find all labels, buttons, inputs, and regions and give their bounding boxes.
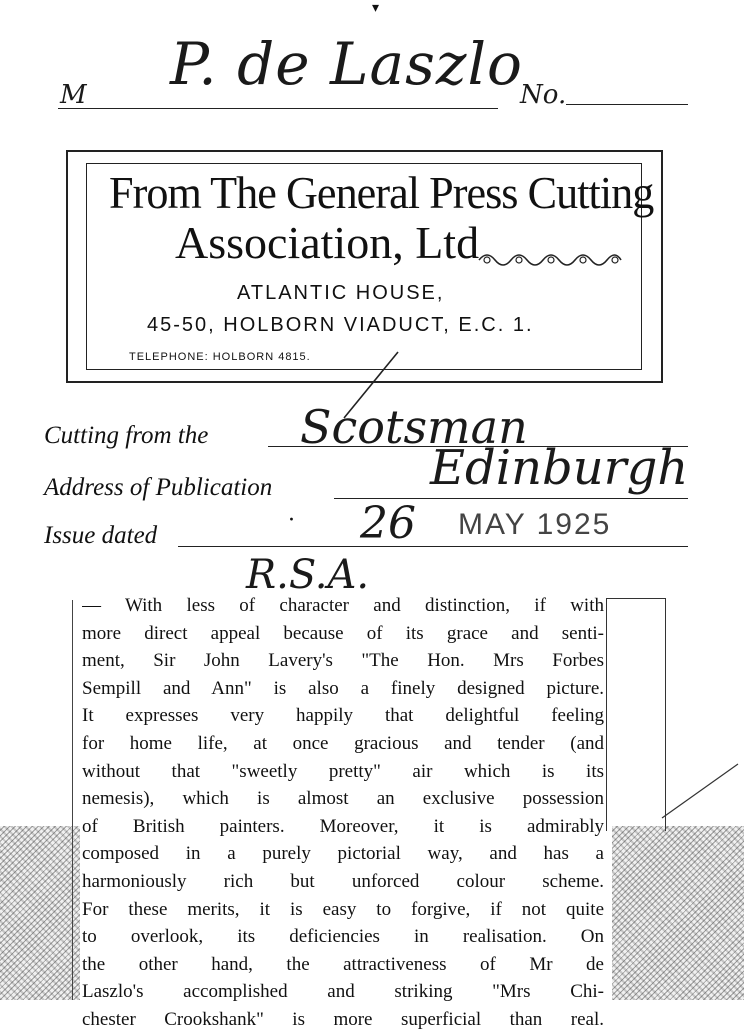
stamp-inner-frame [86, 163, 654, 370]
address-of-publication-label: Address of Publication [44, 474, 273, 501]
article-line: without that "sweetly pretty" air which is its [82, 760, 604, 782]
article-line: harmoniously rich but unforced colour scheme. [82, 870, 604, 892]
press-cutting-stamp [66, 150, 663, 383]
client-name-handwritten: P. de Laszlo [170, 30, 523, 98]
article-line: ment, Sir John Lavery's "The Hon. Mrs Forbes [82, 650, 604, 672]
stamp-address-building: ATLANTIC HOUSE, [237, 282, 445, 304]
article-line: for home life, at once gracious and tender (and [82, 732, 604, 754]
article-line: of British painters. Moreover, it is admirably [82, 815, 604, 837]
number-rule [566, 104, 688, 105]
article-line: nemesis), which is almost an exclusive possession [82, 788, 604, 810]
article-line: composed in a purely pictorial way, and has a [82, 843, 604, 865]
article-line: It expresses very happily that delightful feeling [82, 705, 604, 727]
cutting-from-label: Cutting from the [44, 422, 209, 449]
article-line: chester Crookshank" is more superficial than real. [82, 1008, 604, 1030]
clipping-left-edge [72, 600, 73, 1000]
issue-rule [178, 546, 688, 547]
clipping-shadow-left [0, 826, 80, 1000]
issue-dated-label: Issue dated [44, 522, 158, 549]
name-prefix: M [60, 80, 87, 110]
number-label: No. [520, 80, 567, 110]
issue-day-handwritten: 26 [360, 498, 416, 549]
article-line: For these merits, it is easy to forgive, if not quite [82, 898, 604, 920]
issue-date-stamp: MAY 1925 [458, 508, 612, 541]
publication-name-handwritten: Scotsman [300, 400, 528, 454]
stamp-heading-line2: Association, Ltd [175, 217, 480, 268]
name-rule [58, 108, 498, 109]
newspaper-clipping-text [82, 592, 604, 1034]
annotation-handwritten: R.S.A. [246, 552, 370, 598]
article-line: to overlook, its deficiencies in realisation. On [82, 926, 604, 948]
clipping-shadow-right [612, 826, 744, 1000]
top-mark: ▾ [372, 0, 380, 16]
stamp-heading-line1: From The General Press Cutting [109, 167, 654, 218]
clipping-edge-frame [606, 598, 666, 831]
issue-dot: · [288, 508, 295, 533]
article-line: — With less of character and distinction, if with [82, 595, 604, 616]
ornament-flourish [477, 248, 627, 270]
article-line: Sempill and Ann" is also a finely designed picture. [82, 677, 604, 699]
pen-stroke [660, 760, 740, 820]
publication-address-handwritten: Edinburgh [430, 440, 689, 496]
article-line: Laszlo's accomplished and striking "Mrs Chi- [82, 981, 604, 1003]
article-line: more direct appeal because of its grace and senti- [82, 622, 604, 644]
article-line: the other hand, the attractiveness of Mr de [82, 953, 604, 975]
stamp-address-street: 45-50, HOLBORN VIADUCT, E.C. 1. [147, 314, 534, 336]
stamp-telephone: TELEPHONE: HOLBORN 4815. [129, 351, 311, 363]
